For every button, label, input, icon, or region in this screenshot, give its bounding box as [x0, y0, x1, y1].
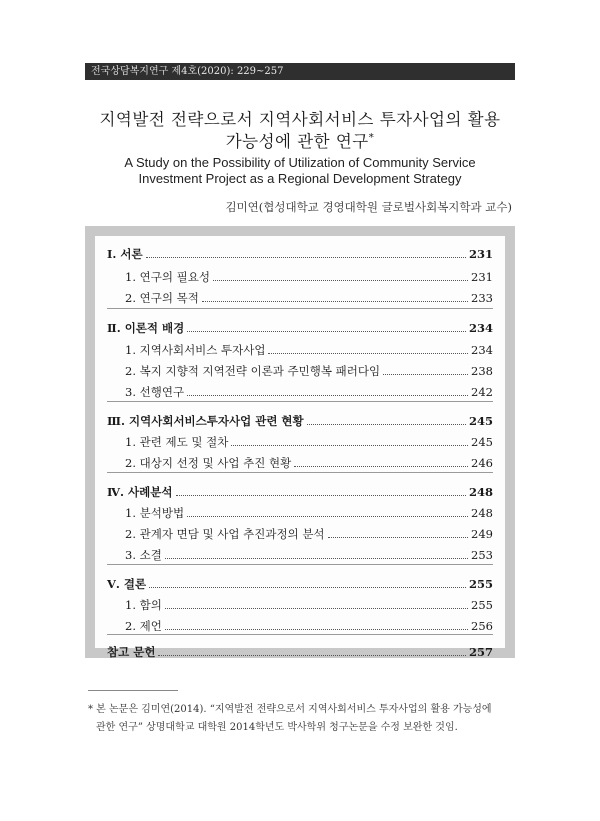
- toc-separator: [107, 401, 493, 402]
- toc-section-entry: [107, 413, 493, 429]
- toc-subsection-entry: [125, 505, 493, 521]
- toc-entry-label: Ⅴ. 결론: [107, 577, 147, 591]
- table-of-contents: [85, 226, 515, 658]
- toc-dot-leader: [383, 373, 468, 375]
- toc-entry-page: 246: [471, 456, 493, 470]
- title-english-line1: A Study on the Possibility of Utilization of Community Service: [124, 155, 476, 170]
- toc-dot-leader: [158, 654, 466, 656]
- table-of-contents-body: [95, 236, 505, 659]
- toc-dot-leader: [146, 256, 466, 258]
- toc-subsection-entry: [125, 618, 493, 634]
- toc-entry-page: 248: [471, 506, 493, 520]
- toc-entry-label: 2. 제언: [125, 619, 162, 633]
- toc-dot-leader: [307, 423, 466, 425]
- toc-entry-page: 255: [468, 577, 493, 591]
- toc-dot-leader: [187, 515, 468, 517]
- toc-entry-label: 2. 대상지 선정 및 사업 추진 현황: [125, 456, 292, 470]
- toc-entry-label: 3. 선행연구: [125, 385, 185, 399]
- toc-entry-page: 255: [471, 598, 493, 612]
- toc-entry-label: Ⅲ. 지역사회서비스투자사업 관련 현황: [107, 414, 304, 428]
- title-korean-line2: [0, 128, 600, 152]
- footnote-rule: [88, 690, 178, 691]
- title-footnote-mark: *: [368, 132, 375, 144]
- toc-subsection-entry: [125, 455, 493, 471]
- toc-entry-page: 231: [468, 247, 493, 261]
- toc-dot-leader: [202, 300, 468, 302]
- toc-section-entry: [107, 576, 493, 592]
- title-english-line2: Investment Project as a Regional Development Strategy: [138, 171, 462, 186]
- toc-entry-label: 참고 문헌: [107, 645, 156, 659]
- toc-subsection-entry: [125, 597, 493, 613]
- toc-subsection-entry: [125, 547, 493, 563]
- toc-subsection-entry: [125, 526, 493, 542]
- toc-subsection-entry: [125, 290, 493, 306]
- toc-entry-label: 2. 관계자 면담 및 사업 추진과정의 분석: [125, 527, 325, 541]
- toc-entry-label: 2. 복지 지향적 지역전략 이론과 주민행복 패러다임: [125, 364, 381, 378]
- toc-dot-leader: [213, 279, 468, 281]
- toc-dot-leader: [165, 607, 468, 609]
- footnote-line1: * 본 논문은 김미연(2014). “지역발전 전략으로서 지역사회서비스 투자사업의 활용 가능성에: [88, 704, 492, 715]
- toc-dot-leader: [294, 465, 468, 467]
- toc-dot-leader: [165, 557, 468, 559]
- toc-separator: [107, 308, 493, 309]
- journal-header: 전국상담복지연구 제4호(2020): 229~257: [85, 63, 515, 80]
- toc-entry-label: Ⅱ. 이론적 배경: [107, 321, 185, 335]
- toc-dot-leader: [187, 394, 468, 396]
- toc-entry-page: 248: [468, 485, 493, 499]
- toc-entry-label: Ⅰ. 서론: [107, 247, 143, 261]
- toc-entry-page: 245: [471, 435, 493, 449]
- toc-entry-label: 1. 분석방법: [125, 506, 185, 520]
- toc-entry-page: 231: [471, 270, 493, 284]
- toc-dot-leader: [268, 352, 468, 354]
- toc-subsection-entry: [125, 342, 493, 358]
- toc-subsection-entry: [125, 434, 493, 450]
- toc-entry-page: 242: [471, 385, 493, 399]
- toc-section-entry: [107, 246, 493, 262]
- toc-entry-label: 1. 연구의 필요성: [125, 270, 210, 284]
- toc-entry-page: 238: [471, 364, 493, 378]
- toc-entry-page: 257: [468, 645, 493, 659]
- footnote-line2: 관한 연구” 상명대학교 대학원 2014학년도 박사학위 청구논문을 수정 보완한 것임.: [96, 722, 458, 733]
- toc-entry-label: 2. 연구의 목적: [125, 291, 199, 305]
- toc-section-entry: [107, 320, 493, 336]
- toc-subsection-entry: [125, 363, 493, 379]
- toc-entry-label: Ⅳ. 사례분석: [107, 485, 173, 499]
- toc-entry-label: 3. 소결: [125, 548, 162, 562]
- title-korean-line1: 지역발전 전략으로서 지역사회서비스 투자사업의 활용: [99, 110, 501, 129]
- toc-entry-page: 249: [471, 527, 493, 541]
- author-affiliation: 김미연(협성대학교 경영대학원 글로벌사회복지학과 교수): [225, 200, 512, 214]
- toc-entry-label: 1. 지역사회서비스 투자사업: [125, 343, 266, 357]
- toc-separator: [107, 564, 493, 565]
- toc-entry-page: 253: [471, 548, 493, 562]
- toc-entry-label: 1. 관련 제도 및 절차: [125, 435, 229, 449]
- toc-dot-leader: [328, 536, 469, 538]
- toc-entry-page: 234: [468, 321, 493, 335]
- toc-entry-label: 1. 함의: [125, 598, 162, 612]
- toc-section-entry: [107, 644, 493, 660]
- toc-section-entry: [107, 484, 493, 500]
- toc-entry-page: 256: [471, 619, 493, 633]
- toc-entry-page: 233: [471, 291, 493, 305]
- toc-separator: [107, 634, 493, 635]
- toc-dot-leader: [176, 494, 466, 496]
- toc-dot-leader: [187, 330, 466, 332]
- toc-entry-page: 234: [471, 343, 493, 357]
- toc-entry-page: 245: [468, 414, 493, 428]
- toc-subsection-entry: [125, 384, 493, 400]
- toc-dot-leader: [165, 628, 468, 630]
- toc-dot-leader: [231, 444, 468, 446]
- toc-subsection-entry: [125, 269, 493, 285]
- toc-separator: [107, 472, 493, 473]
- title-korean-line2-text: 가능성에 관한 연구: [225, 132, 369, 151]
- toc-dot-leader: [149, 586, 466, 588]
